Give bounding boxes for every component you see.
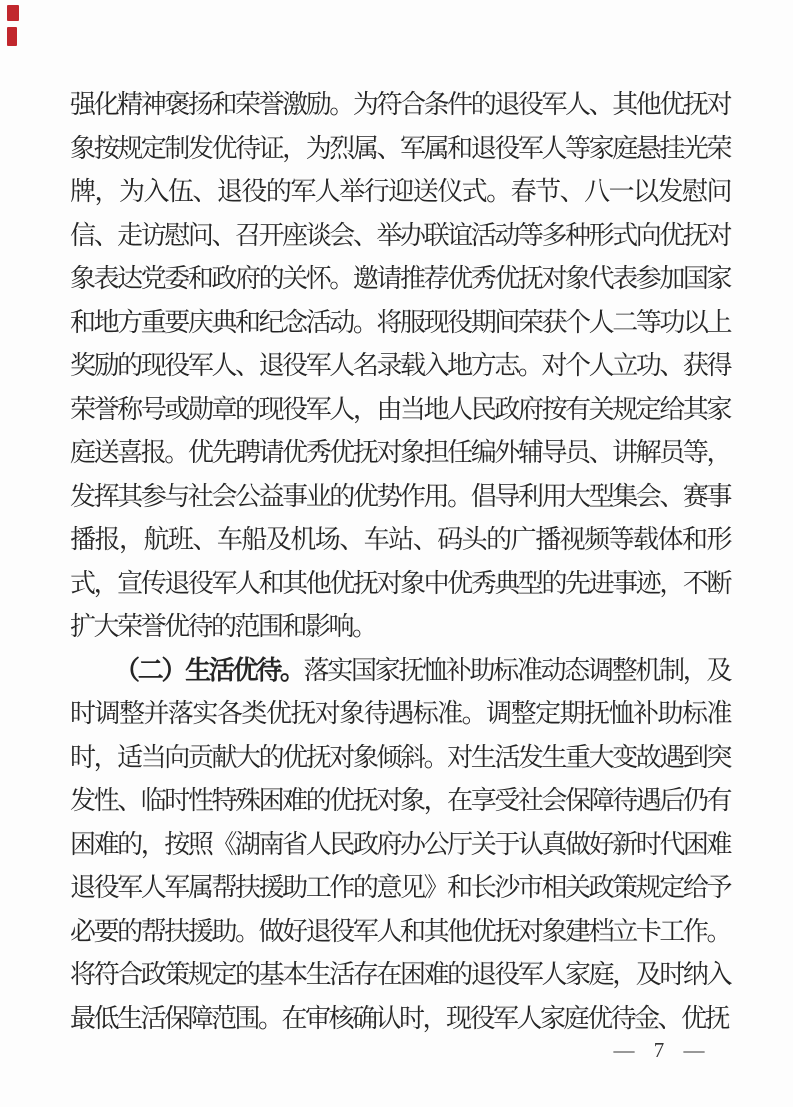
text-line: 必要的帮扶援助。做好退役军人和其他优抚对象建档立卡工作。 bbox=[70, 916, 730, 946]
text-line: （二）生活优待。落实国家抚恤补助标准动态调整机制，及 bbox=[114, 655, 730, 685]
text-line: 发挥其参与社会公益事业的优势作用。倡导利用大型集会、赛事 bbox=[70, 481, 730, 511]
document-body bbox=[70, 83, 730, 1040]
text-line: 时调整并落实各类优抚对象待遇标准。调整定期抚恤补助标准 bbox=[70, 699, 730, 728]
text-line: 信、走访慰问、召开座谈会、举办联谊活动等多种形式向优抚对 bbox=[70, 220, 730, 250]
text-line: 困难的，按照《湖南省人民政府办公厅关于认真做好新时代困难 bbox=[70, 829, 730, 859]
text-line: 扩大荣誉优待的范围和影响。 bbox=[70, 612, 376, 641]
text-line: 象表达党委和政府的关怀。邀请推荐优秀优抚对象代表参加国家 bbox=[70, 264, 730, 293]
text-line: 发性、临时性特殊困难的优抚对象，在享受社会保障待遇后仍有 bbox=[70, 786, 730, 815]
text-line: 庭送喜报。优先聘请优秀优抚对象担任编外辅导员、讲解员等， bbox=[70, 438, 730, 467]
page-number: — 7 — bbox=[613, 1038, 707, 1062]
text-line: 式，宣传退役军人和其他优抚对象中优秀典型的先进事迹，不断 bbox=[70, 568, 730, 598]
section-heading: （二）生活优待。 bbox=[114, 655, 304, 685]
text-line: 象按规定制发优待证，为烈属、军属和退役军人等家庭悬挂光荣 bbox=[70, 133, 730, 163]
text-line: 和地方重要庆典和纪念活动。将服现役期间荣获个人二等功以上 bbox=[70, 307, 730, 337]
text-line: 最低生活保障范围。在审核确认时，现役军人家庭优待金、优抚 bbox=[70, 1003, 729, 1033]
text-line: 退役军人军属帮扶援助工作的意见》和长沙市相关政策规定给予 bbox=[70, 873, 730, 902]
text-line: 奖励的现役军人、退役军人名录载入地方志。对个人立功、获得 bbox=[70, 351, 730, 380]
text-line: 将符合政策规定的基本生活存在困难的退役军人家庭，及时纳入 bbox=[70, 960, 730, 989]
text-line: 牌，为入伍、退役的军人举行迎送仪式。春节、八一以发慰问 bbox=[70, 177, 730, 206]
text-line: 时，适当向贡献大的优抚对象倾斜。对生活发生重大变故遇到突 bbox=[70, 742, 730, 772]
text-line: 荣誉称号或勋章的现役军人，由当地人民政府按有关规定给其家 bbox=[70, 394, 730, 424]
text-line: 播报，航班、车船及机场、车站、码头的广播视频等载体和形 bbox=[70, 525, 730, 554]
text-line: 强化精神褒扬和荣誉激励。为符合条件的退役军人、其他优抚对 bbox=[70, 90, 730, 119]
red-stamp-mark bbox=[7, 5, 19, 21]
red-stamp-mark bbox=[7, 27, 17, 46]
